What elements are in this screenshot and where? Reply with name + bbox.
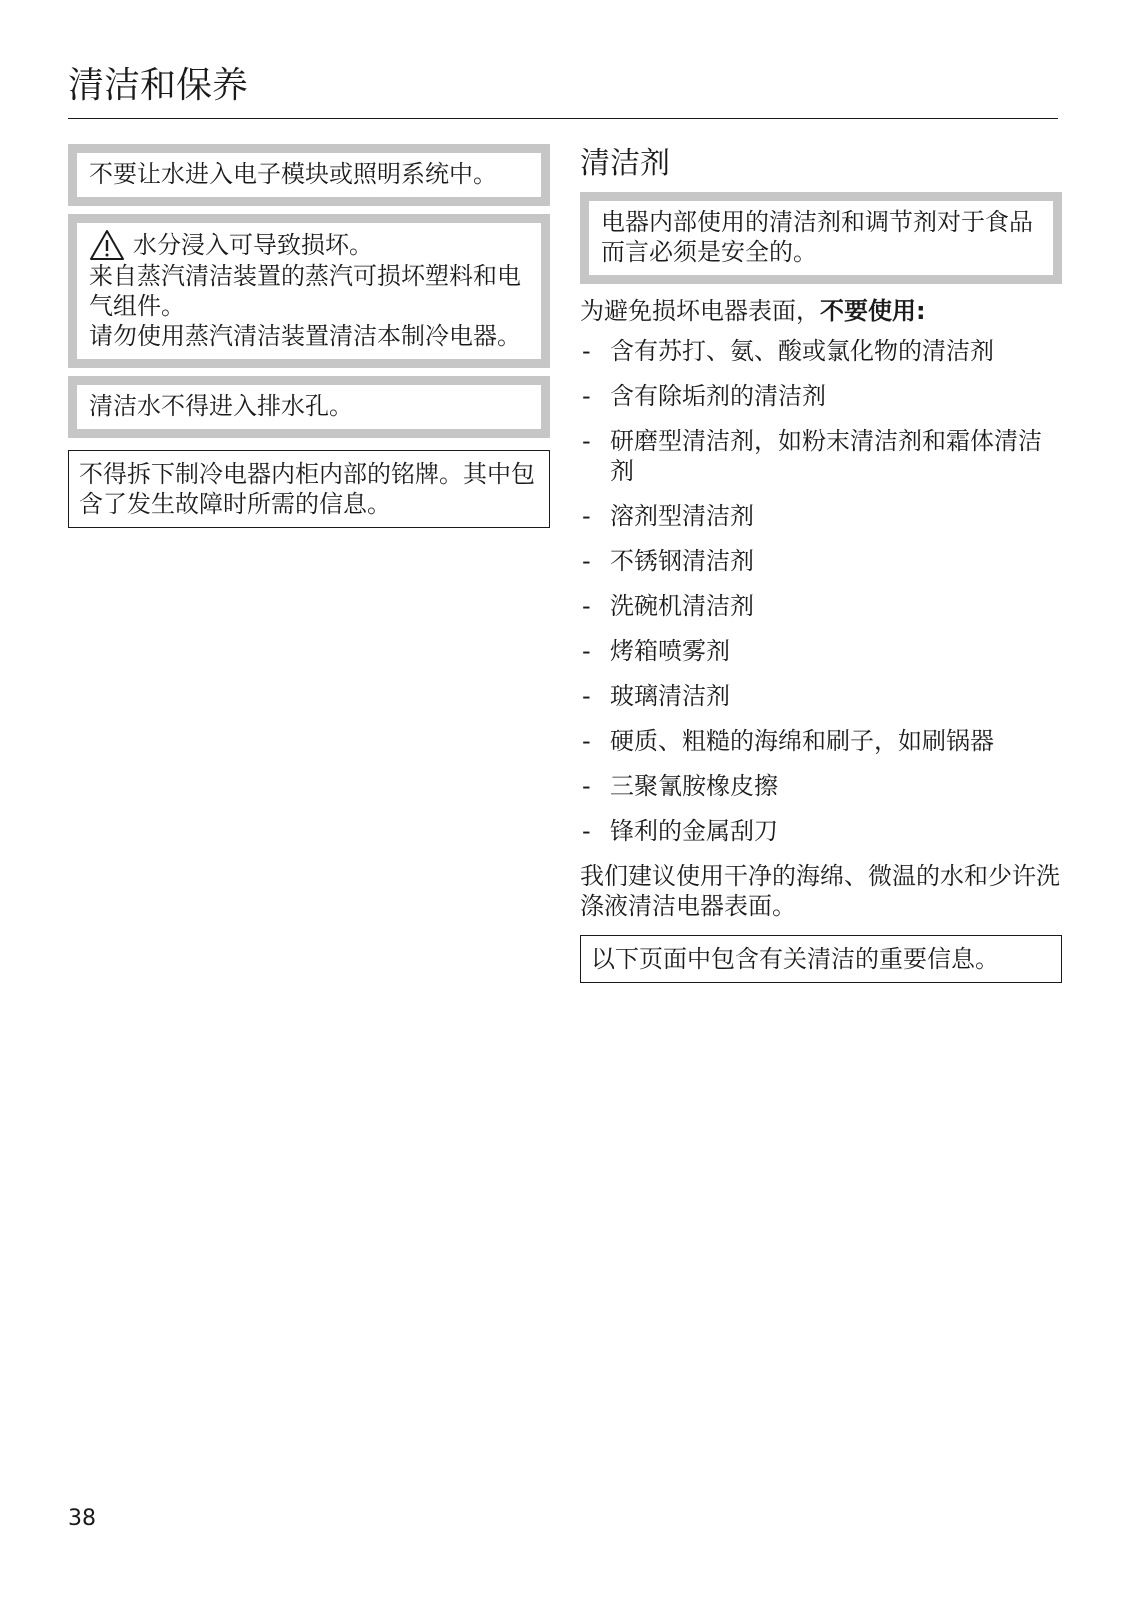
bullet-dash: - [582,592,591,620]
bullet-dash: - [582,727,591,755]
note-drain-hole [68,376,550,438]
bullet-dash: - [582,682,591,710]
bullet-dash: - [582,547,591,575]
note-text: 以下页面中包含有关清洁的重要信息。 [591,945,999,973]
list-item [580,726,1062,756]
note-text: 清洁水不得进入排水孔。 [89,392,353,420]
page-title: 清洁和保养 [68,65,249,106]
bullet-dash: - [582,427,591,455]
recommendation-paragraph: 我们建议使用干净的海绵、微温的水和少许洗涤液清洁电器表面。 [580,862,1060,920]
warning-line-1: 来自蒸汽清洁装置的蒸汽可损坏塑料和电气组件。 [89,262,521,320]
warning-heading-line [89,229,529,261]
section-title: 清洁剂 [580,146,670,181]
warning-heading: 水分浸入可导致损坏。 [133,231,373,259]
list-item-text: 研磨型清洁剂，如粉末清洁剂和霜体清洁剂 [610,427,1042,485]
list-item [580,636,1062,666]
note-more-info [580,935,1062,983]
list-item [580,426,1062,486]
warning-line-2: 请勿使用蒸汽清洁装置清洁本制冷电器。 [89,322,521,350]
intro-paragraph [580,296,1062,326]
note-nameplate [68,450,550,528]
list-item [580,336,1062,366]
bullet-dash: - [582,382,591,410]
note-text: 电器内部使用的清洁剂和调节剂对于食品而言必须是安全的。 [601,208,1033,266]
list-item-text: 三聚氰胺橡皮擦 [610,772,778,800]
list-item-text: 锋利的金属刮刀 [610,817,778,845]
list-item-text: 含有苏打、氨、酸或氯化物的清洁剂 [610,337,994,365]
note-text: 不要让水进入电子模块或照明系统中。 [89,160,497,188]
list-item [580,771,1062,801]
right-column [580,144,1062,983]
bullet-dash: - [582,772,591,800]
list-item-text: 不锈钢清洁剂 [610,547,754,575]
note-text: 不得拆下制冷电器内柜内部的铭牌。其中包含了发生故障时所需的信息。 [79,460,535,518]
warning-box [68,214,550,368]
bullet-dash: - [582,337,591,365]
forbidden-cleaners-list [580,336,1062,846]
list-item-text: 硬质、粗糙的海绵和刷子，如刷锅器 [610,727,994,755]
left-column [68,144,550,528]
list-item [580,816,1062,846]
bullet-dash: - [582,502,591,530]
list-item-text: 溶剂型清洁剂 [610,502,754,530]
intro-text: 为避免损坏电器表面， [580,297,820,325]
list-item [580,501,1062,531]
note-water-electronics [68,144,550,206]
list-item [580,681,1062,711]
bullet-dash: - [582,637,591,665]
intro-bold: 不要使用: [820,297,926,325]
note-food-safe [580,192,1062,284]
title-divider [68,118,1058,119]
list-item [580,546,1062,576]
list-item [580,591,1062,621]
page-number: 38 [68,1506,96,1531]
list-item-text: 洗碗机清洁剂 [610,592,754,620]
bullet-dash: - [582,817,591,845]
warning-triangle-icon [89,229,125,261]
list-item [580,381,1062,411]
list-item-text: 含有除垢剂的清洁剂 [610,382,826,410]
list-item-text: 烤箱喷雾剂 [610,637,730,665]
list-item-text: 玻璃清洁剂 [610,682,730,710]
